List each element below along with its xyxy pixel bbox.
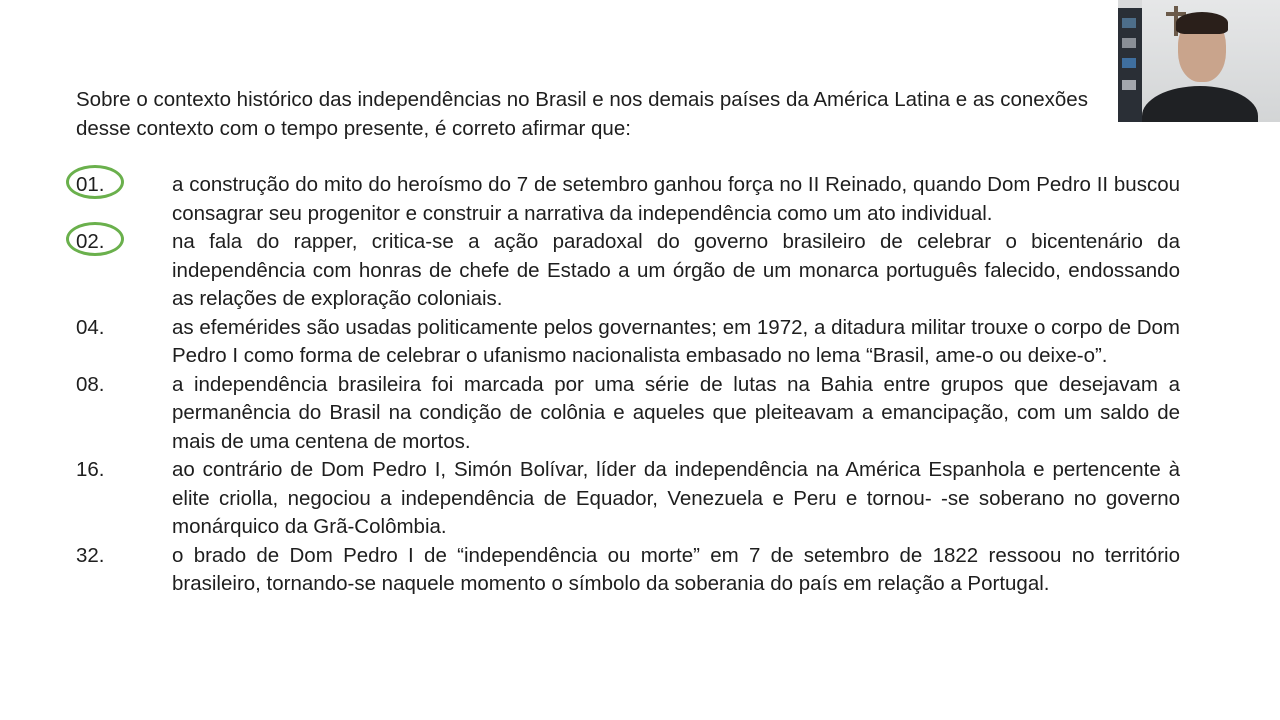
option-number: 04.	[76, 315, 105, 339]
prompt-line-2: desse contexto com o tempo presente, é correto afirmar que:	[76, 116, 631, 140]
book	[1122, 38, 1136, 48]
option-text: na fala do rapper, critica-se a ação paradoxal do governo brasileiro de celebrar o bicentenário da independência com honras de chefe de Estado a um órgão de um monarca português falecido, endossando as relações de exploração coloniais.	[172, 230, 1180, 310]
webcam-overlay	[1118, 0, 1280, 122]
prompt-line-1: Sobre o contexto histórico das independências no Brasil e nos demais países da América Latina e as conexões	[76, 88, 1088, 111]
option-number: 32.	[76, 543, 105, 567]
options-list	[76, 171, 1180, 599]
option-text: a construção do mito do heroísmo do 7 de setembro ganhou força no II Reinado, quando Dom Pedro II buscou consagrar seu progenitor e construir a narrativa da independência como um ato individual.	[172, 173, 1180, 225]
book	[1122, 80, 1136, 90]
bookshelf	[1118, 8, 1142, 122]
option-number: 01.	[76, 173, 105, 196]
option-04	[76, 314, 1180, 371]
option-16	[76, 456, 1180, 542]
option-number: 16.	[76, 458, 105, 481]
option-08	[76, 371, 1180, 457]
option-number: 02.	[76, 230, 105, 253]
book	[1122, 58, 1136, 68]
option-text: o brado de Dom Pedro I de “independência ou morte” em 7 de setembro de 1822 ressoou no território brasileiro, tornando-se naquele momento o símbolo da soberania do país em relação a Portugal.	[172, 543, 1180, 595]
option-text: ao contrário de Dom Pedro I, Simón Bolívar, líder da independência na América Espanhola e pertencente à elite criolla, negociou a independência de Equador, Venezuela e Peru e tornou- -se soberano no governo monárquico da Grã-Colômbia.	[172, 458, 1180, 538]
option-01	[76, 171, 1180, 228]
presenter-hair	[1176, 12, 1228, 34]
question-prompt	[76, 86, 1180, 143]
book	[1122, 18, 1136, 28]
option-32	[76, 542, 1180, 599]
option-02	[76, 228, 1180, 314]
option-text: as efemérides são usadas politicamente pelos governantes; em 1972, a ditadura militar trouxe o corpo de Dom Pedro I como forma de celebrar o ufanismo nacionalista embasado no lema “Brasil, ame-o ou deixe-o”.	[172, 315, 1180, 367]
option-number: 08.	[76, 372, 105, 396]
option-text: a independência brasileira foi marcada por uma série de lutas na Bahia entre grupos que desejavam a permanência do Brasil na condição de colônia e aqueles que pleiteavam a emancipação, com um saldo de mais de uma centena de mortos.	[172, 372, 1180, 453]
